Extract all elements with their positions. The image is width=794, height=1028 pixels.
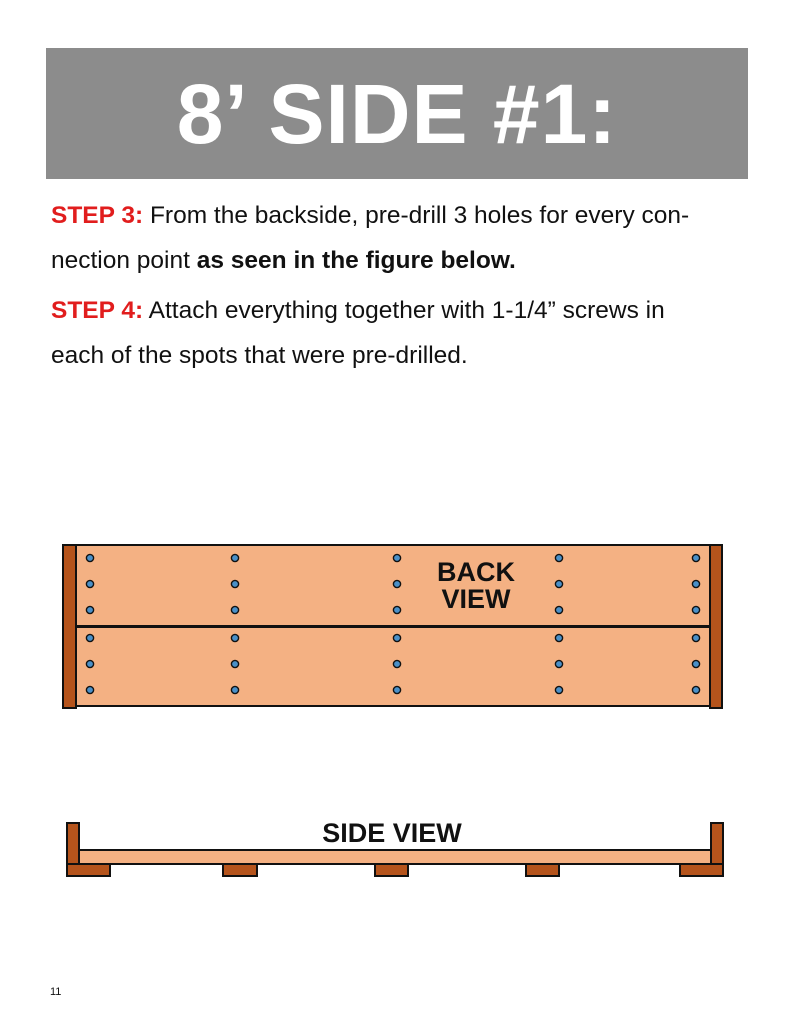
side-cleat-4	[526, 864, 559, 876]
side-cleat-left	[67, 864, 110, 876]
side-cleat-right	[680, 864, 723, 876]
side-right-post	[711, 823, 723, 864]
step-3-emphasis: as seen in the figure below.	[196, 247, 516, 274]
side-board	[79, 850, 711, 864]
step-3-label: STEP 3:	[51, 202, 144, 229]
side-cleat-3	[375, 864, 408, 876]
step-4-text-line2: each of the spots that were pre-drilled.	[51, 342, 468, 369]
step-4-label: STEP 4:	[51, 297, 144, 324]
step-4-text-line1: Attach everything together with 1-1/4” screws in	[148, 297, 665, 324]
step-3-text-line1: From the backside, pre-drill 3 holes for every con-	[149, 202, 690, 229]
step-3-text-line2: nection point	[51, 247, 197, 274]
page-number: 11	[50, 986, 62, 998]
side-view-label: SIDE VIEW	[322, 818, 462, 848]
back-view-label-line1: BACK	[437, 557, 515, 587]
back-view-label-line2: VIEW	[441, 584, 511, 614]
page-title: 8’ SIDE #1:	[176, 66, 618, 161]
side-left-post	[67, 823, 79, 864]
side-cleat-2	[223, 864, 257, 876]
